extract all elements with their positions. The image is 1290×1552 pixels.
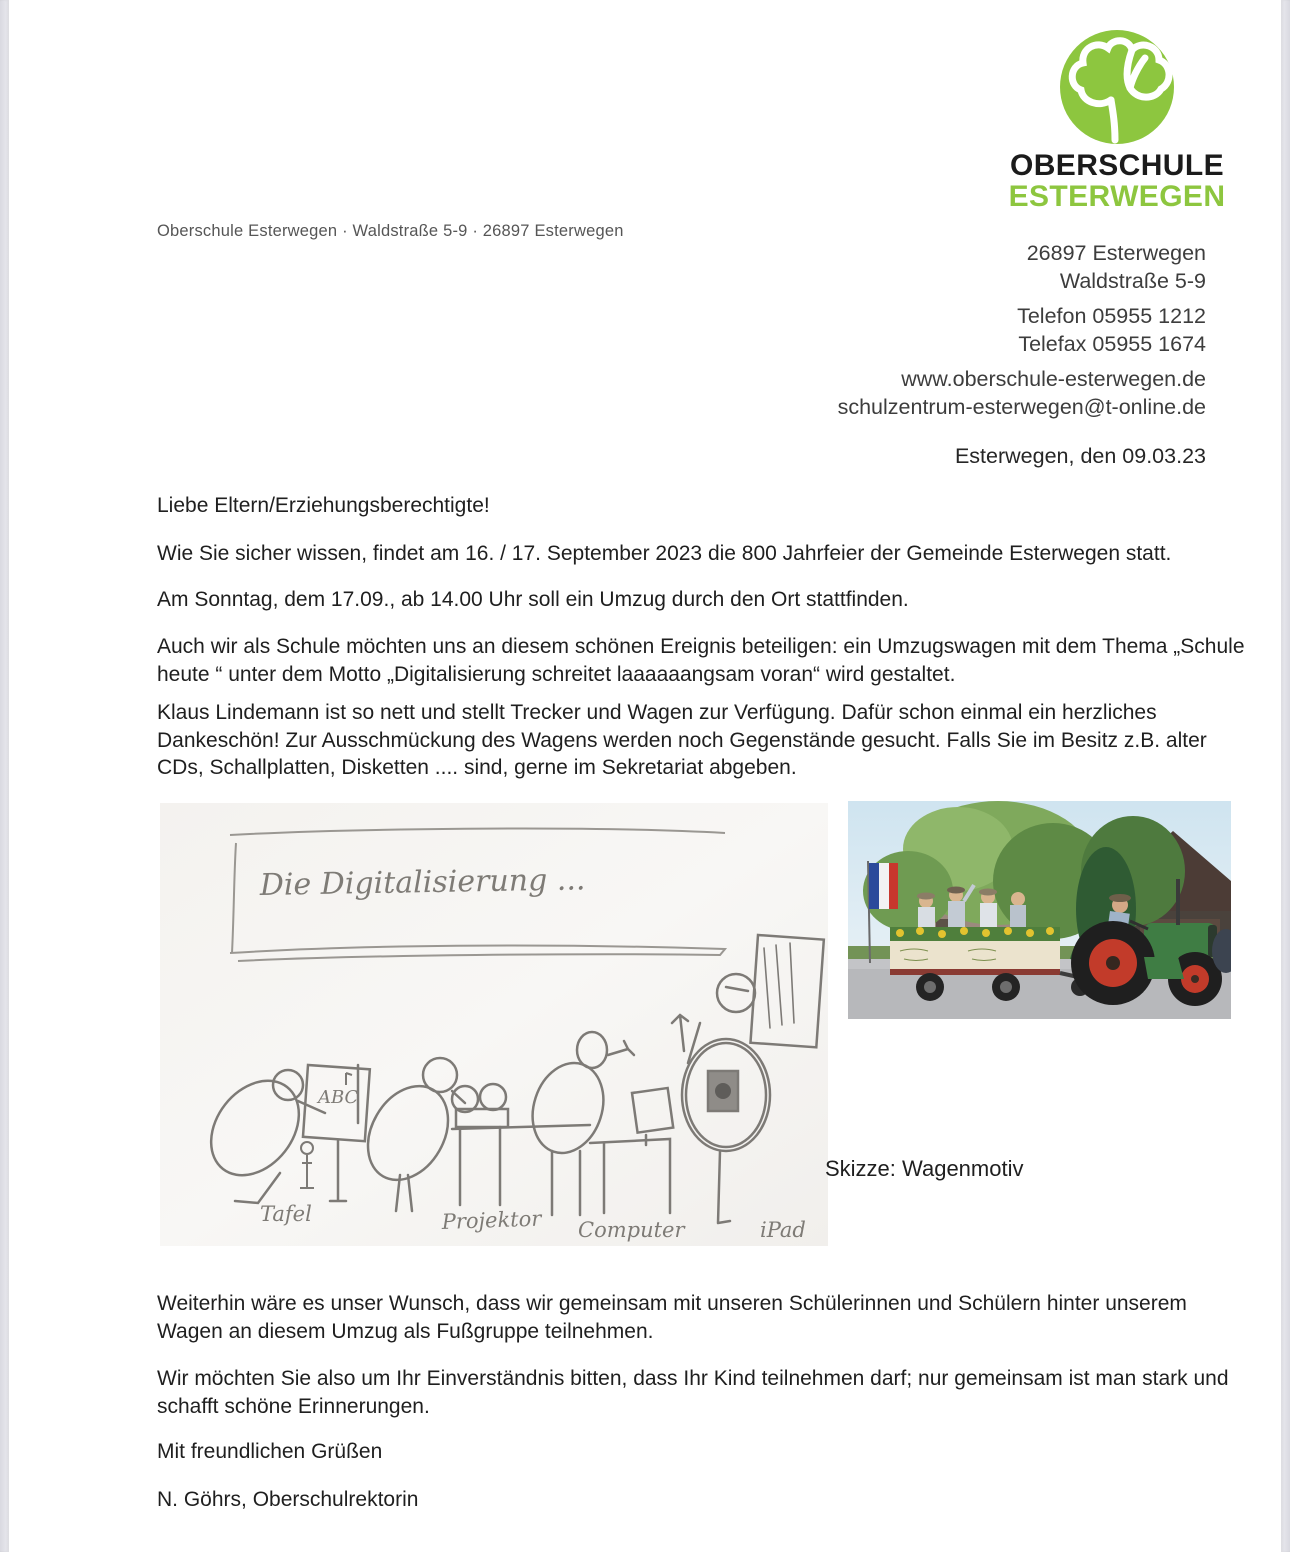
letter-page	[9, 0, 1281, 1552]
contact-city: 26897 Esterwegen	[1026, 241, 1206, 265]
paragraph-1: Wie Sie sicher wissen, findet am 16. / 17. September 2023 die 800 Jahrfeier der Gemeinde Esterwegen statt.	[157, 542, 1172, 565]
sketch-image	[160, 803, 828, 1246]
sketch-caption: Skizze: Wagenmotiv	[825, 1156, 1024, 1181]
school-logo	[1005, 28, 1229, 212]
contact-fax: Telefax 05955 1674	[1018, 331, 1206, 356]
contact-email: schulzentrum-esterwegen@t-online.de	[837, 394, 1206, 419]
sketch-label-projektor: Projektor	[441, 1206, 542, 1234]
tree-logo-icon	[1057, 28, 1177, 146]
salutation: Liebe Eltern/Erziehungsberechtigte!	[157, 494, 490, 517]
closing-line: Mit freundlichen Grüßen	[157, 1440, 383, 1463]
contact-phone: Telefon 05955 1212	[1017, 304, 1206, 328]
signature-line: N. Göhrs, Oberschulrektorin	[157, 1488, 419, 1511]
contact-website: www.oberschule-esterwegen.de	[901, 367, 1206, 391]
viewer-left-edge	[0, 0, 9, 1552]
sketch-label-ipad: iPad	[760, 1218, 806, 1242]
paragraph-4: Klaus Lindemann ist so nett und stellt Trecker und Wagen zur Verfügung. Dafür schon einmal ein herzliches Dankeschön! Zur Ausschmückung des Wagens werden noch Gegenstände gesucht. Falls Sie im Besitz z.B. alter CDs, Schallplatten, Disketten .... sind, gerne im Sekretariat abgeben.	[157, 701, 1207, 779]
sketch-title: Die Digitalisierung ...	[259, 862, 586, 903]
viewer-right-edge	[1281, 0, 1290, 1552]
sender-line: Oberschule Esterwegen · Waldstraße 5-9 · 26897 Esterwegen	[157, 222, 624, 240]
paragraph-6: Wir möchten Sie also um Ihr Einverständnis bitten, dass Ihr Kind teilnehmen darf; nur gemeinsam ist man stark und schafft schöne Erinnerungen.	[157, 1367, 1229, 1418]
sketch-label-computer: Computer	[578, 1218, 685, 1242]
logo-line1: OBERSCHULE	[1009, 149, 1224, 182]
contact-block	[838, 240, 1206, 429]
paragraph-2: Am Sonntag, dem 17.09., ab 14.00 Uhr soll ein Umzug durch den Ort stattfinden.	[157, 588, 909, 611]
paragraph-5: Weiterhin wäre es unser Wunsch, dass wir gemeinsam mit unseren Schülerinnen und Schülern hinter unserem Wagen an diesem Umzug als Fußgruppe teilnehmen.	[157, 1292, 1187, 1343]
logo-line2: ESTERWEGEN	[1008, 180, 1226, 213]
paragraph-3: Auch wir als Schule möchten uns an diesem schönen Ereignis beteiligen: ein Umzugswagen mit dem Thema „Schule heute “ unter dem Motto „Digitalisierung schreitet laaaaaangsam voran“ wird gestaltet.	[157, 635, 1245, 686]
parade-photo	[848, 801, 1231, 1019]
contact-street: Waldstraße 5-9	[1059, 268, 1206, 293]
date-line: Esterwegen, den 09.03.23	[954, 444, 1206, 468]
sketch-label-tafel: Tafel	[260, 1202, 312, 1226]
sketch-board-text: ABC	[318, 1087, 359, 1108]
